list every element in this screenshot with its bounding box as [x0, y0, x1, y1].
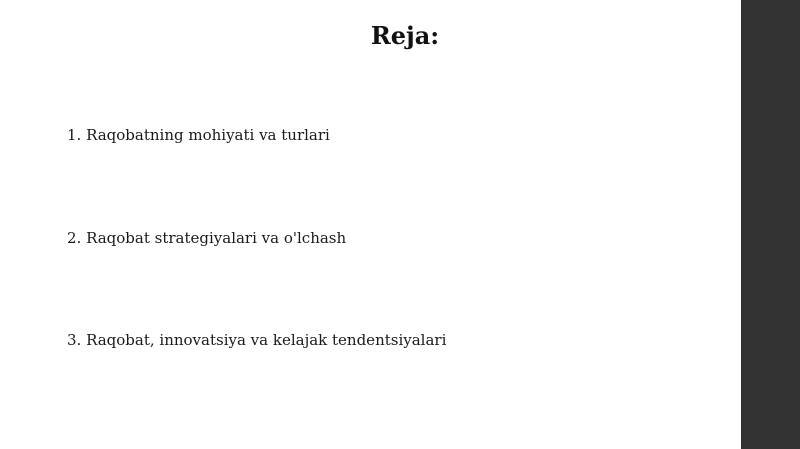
plan-item: 3. Raqobat, innovatsiya va kelajak tendentsiyalari	[67, 331, 447, 349]
plan-item: 1. Raqobatning mohiyati va turlari	[67, 126, 330, 144]
side-panel	[741, 0, 800, 449]
plan-item: 2. Raqobat strategiyalari va o'lchash	[67, 229, 347, 247]
slide-title: Reja:	[370, 21, 440, 50]
